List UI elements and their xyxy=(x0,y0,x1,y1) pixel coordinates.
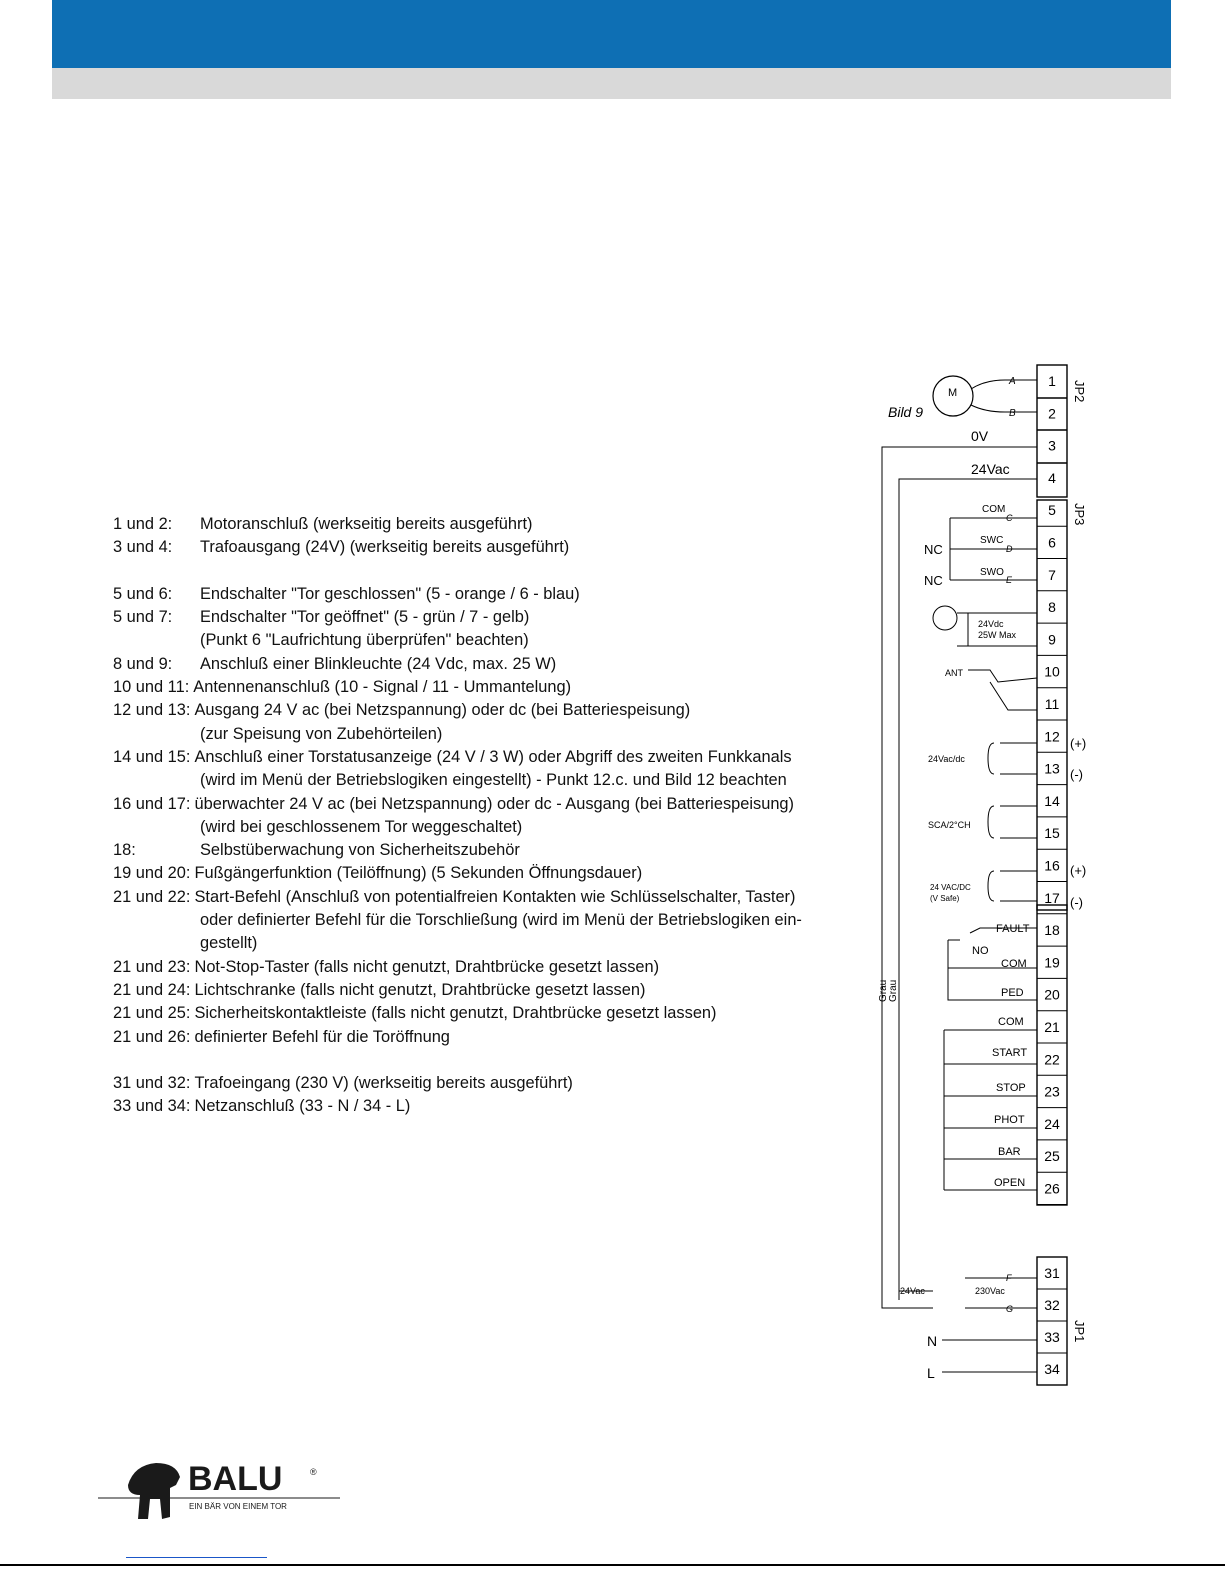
terminal-legend xyxy=(113,513,853,1119)
terminal-number: 32 xyxy=(1044,1297,1060,1313)
terminal-number: 4 xyxy=(1048,469,1056,486)
f-label: F xyxy=(1006,1273,1012,1283)
terminal-number: 2 xyxy=(1048,405,1056,422)
legend-terminals: 19 und 20: xyxy=(113,864,191,883)
jp2-label: JP2 xyxy=(1072,380,1087,403)
header-band xyxy=(52,0,1171,68)
legend-description: Netzanschluß (33 - N / 34 - L) xyxy=(194,1097,411,1116)
vsafe-label-1: 24 VAC/DC xyxy=(930,883,971,892)
legend-description: (wird im Menü der Betriebslogiken eingestellt) - Punkt 12.c. und Bild 12 beachten xyxy=(200,771,787,790)
l-label: L xyxy=(927,1365,935,1381)
legend-description: definierter Befehl für die Toröffnung xyxy=(194,1027,450,1046)
minus-13: (-) xyxy=(1070,767,1083,782)
terminal-number: 7 xyxy=(1048,566,1056,583)
sca-label: SCA/2°CH xyxy=(928,820,971,830)
terminal-number: 31 xyxy=(1044,1265,1060,1281)
terminal-number: 21 xyxy=(1044,1019,1060,1035)
terminal-number: 24 xyxy=(1044,1115,1060,1132)
terminal-number: 16 xyxy=(1044,857,1060,874)
vsafe-label-2: (V Safe) xyxy=(930,894,960,903)
terminal-number: 8 xyxy=(1048,599,1056,616)
legend-terminals: 33 und 34: xyxy=(113,1097,191,1116)
phot-label: PHOT xyxy=(994,1114,1025,1126)
legend-terminals: 8 und 9: xyxy=(113,654,173,673)
brand-tagline: EIN BÄR VON EINEM TOR xyxy=(189,1502,287,1511)
terminal-number: 13 xyxy=(1044,760,1060,777)
legend-row xyxy=(113,816,853,839)
legend-spacer xyxy=(113,1049,853,1072)
legend-terminals: 5 und 7: xyxy=(113,608,173,627)
legend-row xyxy=(113,1026,853,1049)
legend-terminals: 18: xyxy=(113,841,136,860)
no-label-18: NO xyxy=(972,945,989,957)
g-label: G xyxy=(1006,1304,1014,1314)
legend-terminals: 10 und 11: xyxy=(113,678,190,697)
terminal-number: 20 xyxy=(1044,986,1060,1003)
legend-description: Fußgängerfunktion (Teilöffnung) (5 Sekunden Öffnungsdauer) xyxy=(194,864,643,883)
legend-description: (zur Speisung von Zubehörteilen) xyxy=(200,724,443,743)
legend-row xyxy=(113,606,853,629)
legend-description: Antennenanschluß (10 - Signal / 11 - Ummantelung) xyxy=(193,678,572,697)
legend-row xyxy=(113,536,853,559)
legend-terminals: 21 und 25: xyxy=(113,1004,191,1023)
legend-description: Trafoausgang (24V) (werkseitig bereits ausgeführt) xyxy=(200,538,570,557)
legend-row xyxy=(113,676,853,699)
lamp-rating-1: 24Vdc xyxy=(978,619,1004,629)
trafo-secondary-label: 24Vac xyxy=(900,1286,925,1296)
e-label: E xyxy=(1006,575,1013,585)
legend-description: Trafoeingang (230 V) (werkseitig bereits ausgeführt) xyxy=(194,1074,573,1093)
legend-terminals: 3 und 4: xyxy=(113,538,173,557)
legend-description: Sicherheitskontaktleiste (falls nicht genutzt, Drahtbrücke gesetzt lassen) xyxy=(194,1004,717,1023)
acc-label: 24Vac/dc xyxy=(928,754,965,764)
legend-description: Not-Stop-Taster (falls nicht genutzt, Drahtbrücke gesetzt lassen) xyxy=(194,957,660,976)
legend-row xyxy=(113,769,853,792)
legend-description: (wird bei geschlossenem Tor weggeschaltet) xyxy=(200,817,523,836)
grau-label-1: Grau xyxy=(878,979,889,1002)
terminal-number: 5 xyxy=(1048,502,1056,519)
legend-description: Lichtschranke (falls nicht genutzt, Drahtbrücke gesetzt lassen) xyxy=(194,980,646,999)
legend-row xyxy=(113,956,853,979)
legend-spacer xyxy=(113,560,853,583)
lamp-rating-2: 25W Max xyxy=(978,630,1017,640)
legend-terminals xyxy=(113,629,200,652)
legend-description: Endschalter "Tor geschlossen" (5 - orange / 6 - blau) xyxy=(200,584,580,603)
legend-description: Endschalter "Tor geöffnet" (5 - grün / 7 - gelb) xyxy=(200,608,530,627)
legend-description: Anschluß einer Blinkleuchte (24 Vdc, max. 25 W) xyxy=(200,654,557,673)
wire-a-label: A xyxy=(1009,376,1016,387)
legend-row xyxy=(113,629,853,652)
n-label: N xyxy=(927,1333,938,1349)
ped-label: PED xyxy=(1001,987,1024,999)
legend-row xyxy=(113,699,853,722)
legend-terminals: 12 und 13: xyxy=(113,701,191,720)
ant-label: ANT xyxy=(945,668,963,678)
legend-terminals: 1 und 2: xyxy=(113,515,173,533)
header-subband xyxy=(52,68,1171,99)
legend-terminals: 5 und 6: xyxy=(113,584,173,603)
motor-symbol xyxy=(933,376,1037,419)
terminal-number: 10 xyxy=(1044,663,1060,680)
wiring-diagram xyxy=(870,360,1110,1395)
brand-name: BALU xyxy=(188,1460,283,1498)
legend-description: gestellt) xyxy=(200,934,258,953)
c-label: C xyxy=(1006,513,1013,523)
terminal-number: 14 xyxy=(1044,792,1060,809)
legend-description: Selbstüberwachung von Sicherheitszubehör xyxy=(200,841,520,860)
legend-row xyxy=(113,653,853,676)
swc-label: SWC xyxy=(980,535,1004,546)
legend-terminals xyxy=(113,816,200,839)
legend-description: Start-Befehl (Anschluß von potentialfreien Kontakten wie Schlüsselschalter, Taster) xyxy=(194,887,796,906)
motor-label: M xyxy=(948,387,958,399)
grau-label-2: Grau xyxy=(888,979,899,1002)
terminal-number: 9 xyxy=(1048,631,1056,648)
legend-description: (Punkt 6 "Laufrichtung überprüfen" beachten) xyxy=(200,631,529,650)
legend-row xyxy=(113,1002,853,1025)
com-label: COM xyxy=(982,504,1006,515)
vac24-label: 24Vac xyxy=(971,461,1010,477)
plus-16: (+) xyxy=(1070,863,1087,878)
jp1-label: JP1 xyxy=(1072,1320,1087,1343)
legend-row xyxy=(113,746,853,769)
terminal-number: 19 xyxy=(1044,954,1060,971)
start-label: START xyxy=(992,1047,1028,1059)
registered-mark: ® xyxy=(310,1467,317,1477)
legend-row xyxy=(113,862,853,885)
legend-terminals: 16 und 17: xyxy=(113,794,191,813)
stop-label: STOP xyxy=(996,1082,1026,1094)
legend-row xyxy=(113,513,853,536)
footer-link-underline xyxy=(126,1557,267,1558)
legend-terminals: 21 und 23: xyxy=(113,957,191,976)
legend-row xyxy=(113,1095,853,1118)
legend-row xyxy=(113,932,853,955)
nc-label-7: NC xyxy=(924,573,943,588)
figure-label: Bild 9 xyxy=(888,404,924,420)
terminal-number: 15 xyxy=(1044,825,1060,842)
legend-terminals xyxy=(113,769,200,792)
terminal-number: 25 xyxy=(1044,1148,1060,1165)
legend-description: Ausgang 24 V ac (bei Netzspannung) oder dc (bei Batteriespeisung) xyxy=(194,701,691,720)
ov-label: 0V xyxy=(971,428,989,444)
legend-terminals: 21 und 24: xyxy=(113,980,191,999)
swo-label: SWO xyxy=(980,567,1004,578)
legend-row xyxy=(113,723,853,746)
legend-terminals: 31 und 32: xyxy=(113,1074,191,1093)
terminal-number: 12 xyxy=(1044,728,1060,745)
legend-row xyxy=(113,839,853,862)
com-label-21: COM xyxy=(998,1016,1024,1028)
terminal-number: 6 xyxy=(1048,534,1056,551)
terminal-number: 23 xyxy=(1044,1083,1060,1100)
legend-row xyxy=(113,793,853,816)
terminal-number: 17 xyxy=(1044,889,1060,906)
open-label: OPEN xyxy=(994,1177,1026,1189)
legend-description: Anschluß einer Torstatusanzeige (24 V / 3 W) oder Abgriff des zweiten Funkkanals xyxy=(194,747,792,766)
jp3-label: JP3 xyxy=(1072,503,1087,526)
minus-17: (-) xyxy=(1070,895,1083,910)
balu-logo xyxy=(98,1455,358,1530)
trafo-primary-label: 230Vac xyxy=(975,1286,1005,1296)
legend-row xyxy=(113,1072,853,1095)
nc-label-6: NC xyxy=(924,542,943,557)
plus-12: (+) xyxy=(1070,736,1087,751)
legend-terminals: 21 und 26: xyxy=(113,1027,191,1046)
legend-terminals xyxy=(113,932,200,955)
legend-row xyxy=(113,909,853,932)
legend-description: Motoranschluß (werkseitig bereits ausgeführt) xyxy=(200,515,533,533)
terminal-number: 34 xyxy=(1044,1361,1060,1377)
legend-description: überwachter 24 V ac (bei Netzspannung) oder dc - Ausgang (bei Batteriespeisung) xyxy=(194,794,795,813)
legend-row xyxy=(113,583,853,606)
legend-row xyxy=(113,979,853,1002)
terminal-number: 33 xyxy=(1044,1329,1060,1345)
terminal-number: 22 xyxy=(1044,1051,1060,1068)
d-label: D xyxy=(1006,544,1013,554)
legend-terminals xyxy=(113,723,200,746)
com-label-19: COM xyxy=(1001,958,1027,970)
legend-terminals: 21 und 22: xyxy=(113,887,191,906)
legend-description: oder definierter Befehl für die Torschließung (wird im Menü der Betriebslogiken ein- xyxy=(200,911,802,930)
terminal-number: 11 xyxy=(1044,696,1060,712)
terminal-number: 26 xyxy=(1044,1180,1060,1197)
wire-b-label: B xyxy=(1009,408,1016,419)
legend-row xyxy=(113,886,853,909)
terminal-number: 18 xyxy=(1044,922,1060,939)
fault-label: FAULT xyxy=(996,923,1030,935)
terminal-number: 1 xyxy=(1048,373,1056,389)
page-bottom-rule xyxy=(0,1564,1225,1566)
bar-label: BAR xyxy=(998,1146,1021,1158)
legend-terminals xyxy=(113,909,200,932)
terminal-number: 3 xyxy=(1048,437,1056,454)
legend-terminals: 14 und 15: xyxy=(113,747,191,766)
